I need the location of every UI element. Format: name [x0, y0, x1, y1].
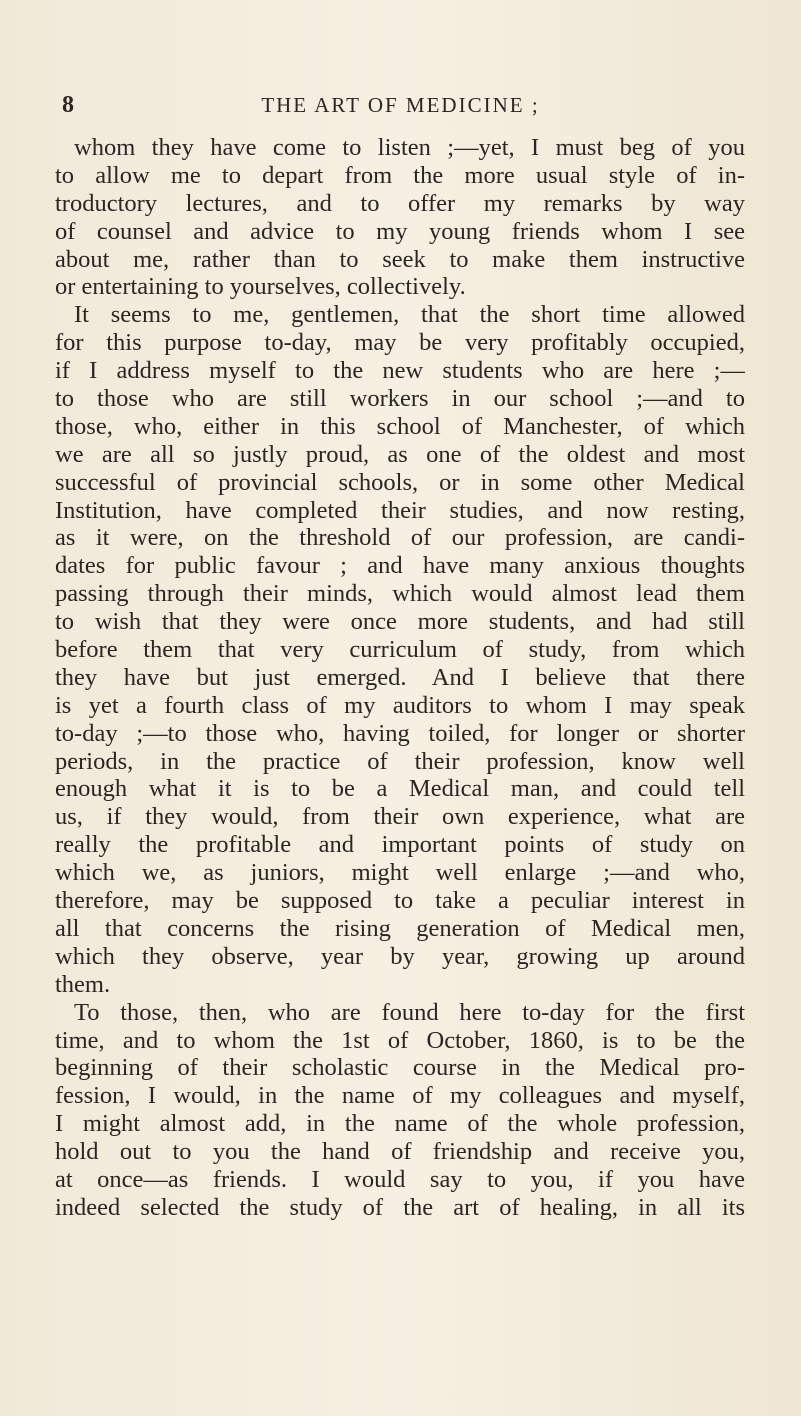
- text-line: whom they have come to listen ;—yet, I must beg of you: [74, 134, 745, 161]
- page-number: 8: [62, 92, 75, 118]
- text-line: periods, in the practice of their profession, know well: [55, 747, 745, 775]
- text-line: Institution, have completed their studies, and now resting,: [55, 496, 745, 524]
- text-line: To those, then, who are found here to-day for the first: [74, 998, 745, 1026]
- text-line: or entertaining to yourselves, collectively.: [55, 273, 466, 301]
- text-line: for this purpose to-day, may be very profitably occupied,: [55, 329, 745, 357]
- text-line: all that concerns the rising generation of Medical men,: [55, 914, 745, 942]
- text-line: successful of provincial schools, or in some other Medical: [55, 468, 745, 496]
- text-line: really the profitable and important points of study on: [55, 831, 745, 859]
- text-line: them.: [55, 970, 111, 998]
- text-line: to-day ;—to those who, having toiled, for longer or shorter: [55, 719, 745, 747]
- text-line: about me, rather than to seek to make them instructive: [55, 245, 745, 273]
- text-line: which we, as juniors, might well enlarge ;—and who,: [55, 859, 745, 887]
- text-line: dates for public favour ; and have many anxious thoughts: [55, 552, 745, 580]
- text-line: I might almost add, in the name of the whole profession,: [55, 1110, 745, 1138]
- running-head: THE ART OF MEDICINE ;: [261, 93, 540, 117]
- text-line: is yet a fourth class of my auditors to whom I may speak: [55, 691, 745, 719]
- text-line: to allow me to depart from the more usual style of in-: [55, 161, 745, 189]
- text-line: hold out to you the hand of friendship and receive you,: [55, 1138, 745, 1166]
- text-line: troductory lectures, and to offer my remarks by way: [55, 189, 745, 217]
- text-line: us, if they would, from their own experience, what are: [55, 803, 745, 831]
- text-line: passing through their minds, which would almost lead them: [55, 580, 745, 608]
- text-line: they have but just emerged. And I believe that there: [55, 663, 745, 691]
- body-text: [55, 134, 745, 1222]
- text-line: those, who, either in this school of Manchester, of which: [55, 412, 745, 440]
- page-header: [62, 92, 739, 122]
- text-line: to those who are still workers in our school ;—and to: [55, 385, 745, 413]
- text-line: which they observe, year by year, growing up around: [55, 942, 745, 970]
- text-line: indeed selected the study of the art of healing, in all its: [55, 1193, 745, 1221]
- text-line: if I address myself to the new students who are here ;—: [55, 357, 745, 385]
- text-line: of counsel and advice to my young friends whom I see: [55, 217, 745, 245]
- text-line: before them that very curriculum of study, from which: [55, 636, 745, 664]
- text-line: beginning of their scholastic course in the Medical pro-: [55, 1054, 745, 1082]
- text-line: at once—as friends. I would say to you, if you have: [55, 1165, 745, 1193]
- text-line: to wish that they were once more students, and had still: [55, 608, 745, 636]
- text-line: we are all so justly proud, as one of the oldest and most: [55, 440, 745, 468]
- text-line: time, and to whom the 1st of October, 1860, is to be the: [55, 1026, 745, 1054]
- text-line: enough what it is to be a Medical man, and could tell: [55, 775, 745, 803]
- text-line: fession, I would, in the name of my colleagues and myself,: [55, 1082, 745, 1110]
- text-line: as it were, on the threshold of our profession, are candi-: [55, 524, 745, 552]
- text-line: therefore, may be supposed to take a peculiar interest in: [55, 887, 745, 915]
- text-line: It seems to me, gentlemen, that the short time allowed: [74, 301, 745, 329]
